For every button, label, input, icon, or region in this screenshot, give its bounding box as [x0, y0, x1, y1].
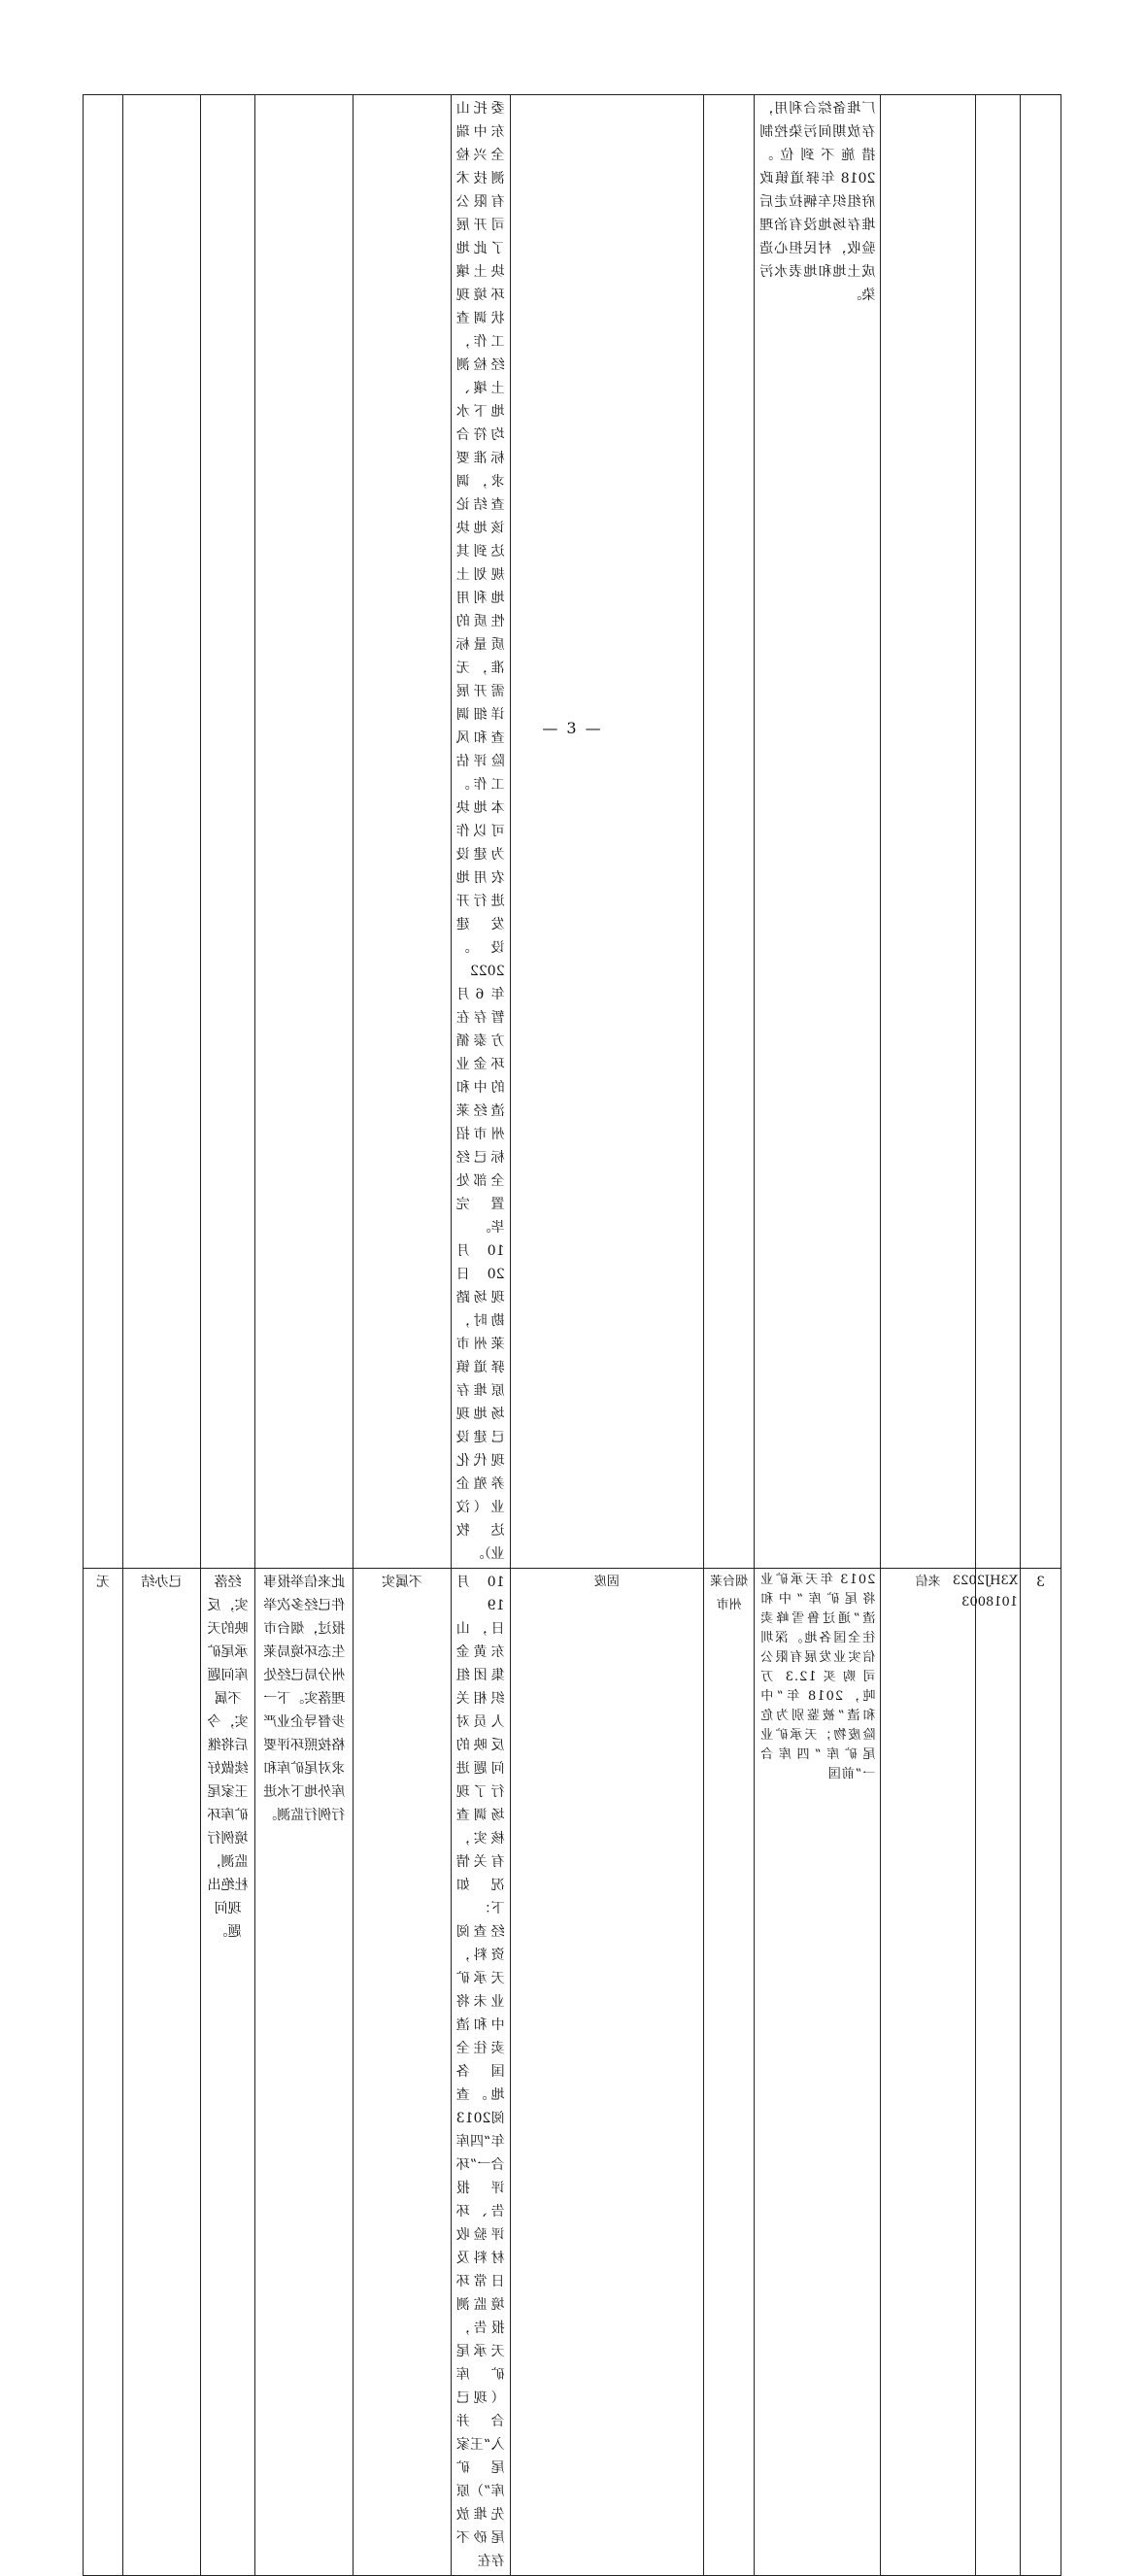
cell-is-true: 不属实 [354, 1569, 452, 2576]
cell-status [123, 95, 201, 1569]
table-row-3 [84, 1569, 1061, 2576]
page-number: — 3 — [542, 719, 603, 737]
petition-table [83, 94, 1061, 2576]
cell-notes: 无 [84, 1569, 123, 2576]
cell-accountability: 经落实，反映的天承尾矿库问题不属实，今后将继续做好王家尾矿库环境例行监测，杜绝出现问题。 [200, 1569, 255, 2576]
cell-handling: 此来信举报事件已经多次举报过，烟台市生态环境局莱州分局已经处理落实。下一步督导企业严格按照环评要求对尾矿库和库外地下水进行例行监测。 [255, 1569, 354, 2576]
cell-region [703, 95, 754, 1569]
cell-complaint-content: 厂堆备综合利用，存放期间污染控制措施不到位。2018 年驿道镇政府组织车辆拉走后堆存场地没有治理验收，村民担心造成土地和地表水污染。 [755, 95, 881, 1569]
cell-task-number: X3HJ2023 1018003 [975, 1569, 1020, 2576]
cell-sequence: 3 [1021, 1569, 1061, 2576]
cell-pollution-type [510, 95, 703, 1569]
cell-status: 已办结 [123, 1569, 201, 2576]
cell-verification: 委托山东中瑞全兴检测技术有限公司开展了此地块土壤环境现状调查工作，经检测土壤、地下水均符合标准要求，调查结论该地块达到其规划土地利用性质的质量标准，无需开展详细调查和风险评估工作。本地块可以作为建设农用地进行开发建设。2022 年 6 月暂存在方泰循环金业的中和渣经莱州市招标已经全部处置完毕。 10 月 20 日现场踏勘时，莱州市驿道镇原堆存场地现已建设现代化养殖企业（汶达牧业）。 [451, 95, 510, 1569]
cell-notes [84, 95, 123, 1569]
cell-complaint-content: 2013 年天承矿业将尾矿库“中和渣”通过鲁雪峰卖往全国各地。深圳信实业发展有限公司购买12.3 万吨，2018 年“中和渣”被鉴别为危险废物；天承矿业尾矿库“四库合一”前国 [755, 1569, 881, 2576]
cell-report-type [881, 95, 976, 1569]
cell-pollution-type: 固废 [510, 1569, 703, 2576]
cell-task-number [975, 95, 1020, 1569]
cell-is-true [354, 95, 452, 1569]
cell-sequence [1021, 95, 1061, 1569]
table-row-continued [84, 95, 1061, 1569]
cell-report-type: 来信 [881, 1569, 976, 2576]
cell-verification: 10 月 19 日，山东黄金集团组织相关人员对反映的问题进行了现场调查核实，有关情况如下： 经查阅资料，天承矿业未将中和渣卖往全国各地。查阅2013 年“四库合一”环评报告、环评验收材料及日常环境监测报告，天承尾矿库（现已合并入“王家尾矿库”）原先堆放尾砂不存在 [451, 1569, 510, 2576]
cell-handling [255, 95, 354, 1569]
cell-accountability [200, 95, 255, 1569]
cell-region: 烟台莱州市 [703, 1569, 754, 2576]
